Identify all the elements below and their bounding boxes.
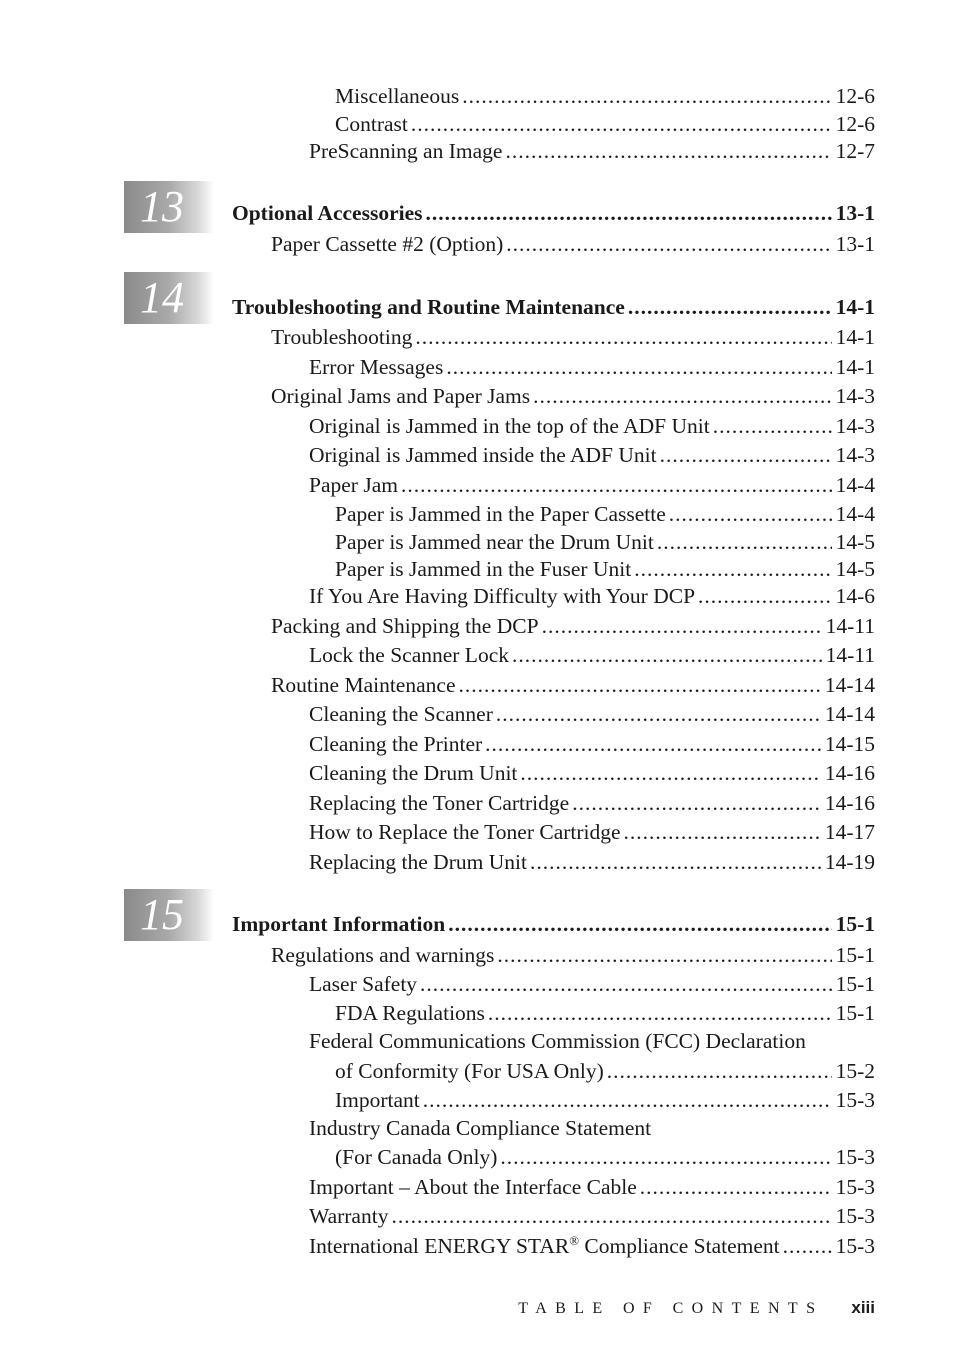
toc-entry-page: 14-4: [835, 473, 875, 497]
registered-mark: ®: [569, 1233, 580, 1248]
leader-dots: [533, 383, 831, 409]
chapter-15-tab: [124, 889, 214, 941]
toc-entry-page: 15-3: [835, 1088, 875, 1112]
leader-dots: [542, 613, 822, 639]
toc-entry-title: Important: [335, 1088, 420, 1112]
toc-entry-jammed-top-adf[interactable]: [309, 413, 875, 439]
toc-entry-title: Original is Jammed inside the ADF Unit: [309, 443, 657, 467]
toc-entry-title: Paper Jam: [309, 473, 398, 497]
toc-entry-title: Packing and Shipping the DCP: [271, 614, 539, 638]
toc-entry-page: 15-2: [835, 1059, 875, 1083]
toc-entry-title: Replacing the Toner Cartridge: [309, 791, 570, 815]
toc-entry-title: PreScanning an Image: [309, 139, 503, 163]
leader-dots: [640, 1174, 832, 1200]
chapter-number: 13: [140, 182, 184, 231]
toc-entry-replacing-drum[interactable]: [309, 849, 875, 875]
toc-entry-title: Paper is Jammed near the Drum Unit: [335, 530, 654, 554]
leader-dots: [530, 849, 821, 875]
leader-dots: [426, 200, 832, 226]
toc-entry-jammed-drum-unit[interactable]: [335, 529, 875, 555]
leader-dots: [446, 354, 831, 380]
toc-entry-title: Important Information: [232, 912, 446, 936]
toc-entry-title: Regulations and warnings: [271, 943, 495, 967]
toc-entry-page: 12-7: [835, 139, 875, 163]
leader-dots: [505, 138, 831, 164]
toc-chapter-optional-accessories[interactable]: [232, 200, 875, 226]
toc-entry-page: 14-1: [835, 355, 875, 379]
toc-entry-original-jams[interactable]: [271, 383, 875, 409]
toc-entry-scanner-lock[interactable]: [309, 642, 875, 668]
toc-entry-routine-maintenance[interactable]: [271, 672, 875, 698]
toc-entry-title: Paper Cassette #2 (Option): [271, 232, 504, 256]
toc-entry-title: (For Canada Only): [335, 1145, 498, 1169]
chapter-14-tab: [124, 272, 214, 324]
toc-entry-page: 14-3: [835, 443, 875, 467]
toc-entry-page: 15-3: [835, 1204, 875, 1228]
leader-dots: [415, 324, 831, 350]
toc-entry-page: 14-5: [835, 530, 875, 554]
toc-entry-page: 14-19: [824, 850, 875, 874]
toc-entry-title: Cleaning the Drum Unit: [309, 761, 518, 785]
leader-dots: [607, 1058, 832, 1084]
toc-entry-important[interactable]: [335, 1087, 875, 1113]
toc-entry-warranty[interactable]: [309, 1203, 875, 1229]
leader-dots: [624, 819, 821, 845]
toc-entry-page: 14-1: [835, 295, 875, 319]
toc-entry-title: Laser Safety: [309, 972, 418, 996]
footer-label: TABLE OF CONTENTS: [518, 1300, 824, 1317]
toc-entry-fcc-declaration-line1[interactable]: [309, 1028, 875, 1054]
toc-entry-difficulty-dcp[interactable]: [309, 583, 875, 609]
toc-entry-page: 14-6: [835, 584, 875, 608]
toc-entry-title: Federal Communications Commission (FCC) Declaration: [309, 1029, 806, 1053]
toc-entry-title: Replacing the Drum Unit: [309, 850, 527, 874]
toc-entry-page: 15-1: [835, 943, 875, 967]
toc-entry-page: 14-14: [824, 673, 875, 697]
toc-entry-troubleshooting[interactable]: [271, 324, 875, 350]
toc-entry-page: 14-3: [835, 414, 875, 438]
toc-entry-contrast[interactable]: [335, 111, 875, 137]
leader-dots: [512, 642, 822, 668]
toc-entry-industry-canada-line2[interactable]: [335, 1144, 875, 1170]
toc-entry-interface-cable[interactable]: [309, 1174, 875, 1200]
toc-entry-replacing-toner[interactable]: [309, 790, 875, 816]
footer-page-number: xiii: [851, 1298, 875, 1317]
toc-entry-title: Cleaning the Printer: [309, 732, 483, 756]
toc-entry-page: 14-11: [825, 643, 875, 667]
leader-dots: [462, 83, 831, 109]
leader-dots: [698, 583, 832, 609]
toc-entry-title: Lock the Scanner Lock: [309, 643, 509, 667]
toc-entry-cleaning-printer[interactable]: [309, 731, 875, 757]
chapter-13-tab: [124, 181, 214, 233]
toc-entry-jammed-inside-adf[interactable]: [309, 442, 875, 468]
toc-entry-industry-canada-line1[interactable]: [309, 1115, 875, 1141]
leader-dots: [485, 731, 821, 757]
toc-entry-cleaning-scanner[interactable]: [309, 701, 875, 727]
toc-entry-page: 12-6: [835, 84, 875, 108]
toc-entry-page: 14-5: [835, 557, 875, 581]
toc-entry-title: Cleaning the Scanner: [309, 702, 493, 726]
leader-dots: [660, 442, 832, 468]
leader-dots: [401, 472, 832, 498]
toc-entry-miscellaneous[interactable]: [335, 83, 875, 109]
toc-entry-title: Error Messages: [309, 355, 444, 379]
toc-entry-title: Paper is Jammed in the Fuser Unit: [335, 557, 632, 581]
leader-dots: [497, 942, 831, 968]
toc-entry-title: Miscellaneous: [335, 84, 460, 108]
toc-entry-title: If You Are Having Difficulty with Your DCP: [309, 584, 696, 608]
leader-dots: [423, 1087, 832, 1113]
toc-entry-page: 15-3: [835, 1145, 875, 1169]
toc-entry-title: [309, 1233, 780, 1259]
toc-entry-page: 14-14: [824, 702, 875, 726]
toc-entry-page: 14-15: [824, 732, 875, 756]
toc-entry-laser-safety[interactable]: [309, 971, 875, 997]
toc-entry-title: of Conformity (For USA Only): [335, 1059, 604, 1083]
toc-entry-page: 13-1: [835, 201, 875, 225]
toc-entry-title: Important – About the Interface Cable: [309, 1175, 637, 1199]
toc-entry-jammed-paper-cassette[interactable]: [335, 501, 875, 527]
toc-entry-title: Routine Maintenance: [271, 673, 456, 697]
toc-entry-page: 15-1: [835, 1001, 875, 1025]
toc-entry-page: 14-16: [824, 791, 875, 815]
leader-dots: [669, 501, 832, 527]
leader-dots: [496, 701, 821, 727]
toc-entry-page: 15-1: [835, 972, 875, 996]
chapter-number: 15: [140, 890, 184, 939]
toc-entry-page: 14-11: [825, 614, 875, 638]
leader-dots: [458, 672, 820, 698]
leader-dots: [657, 529, 832, 555]
toc-entry-page: 15-3: [835, 1234, 875, 1258]
leader-dots: [713, 413, 832, 439]
page-footer: [518, 1298, 875, 1318]
toc-entry-title-part: Compliance Statement: [579, 1234, 780, 1258]
leader-dots: [411, 111, 832, 137]
toc-entry-title: Original Jams and Paper Jams: [271, 384, 531, 408]
leader-dots: [500, 1144, 831, 1170]
toc-entry-page: 14-17: [824, 820, 875, 844]
toc-entry-title: Warranty: [309, 1204, 389, 1228]
leader-dots: [634, 556, 831, 582]
toc-entry-title: Industry Canada Compliance Statement: [309, 1116, 652, 1140]
toc-chapter-important-information[interactable]: [232, 911, 875, 937]
toc-entry-fcc-declaration-line2[interactable]: [335, 1058, 875, 1084]
toc-entry-paper-cassette[interactable]: [271, 231, 875, 257]
toc-entry-packing-shipping[interactable]: [271, 613, 875, 639]
toc-entry-page: 14-3: [835, 384, 875, 408]
leader-dots: [448, 911, 831, 937]
toc-entry-title: Paper is Jammed in the Paper Cassette: [335, 502, 666, 526]
leader-dots: [520, 760, 820, 786]
leader-dots: [420, 971, 832, 997]
toc-entry-title: Troubleshooting and Routine Maintenance: [232, 295, 625, 319]
chapter-number: 14: [140, 273, 184, 322]
toc-entry-title: FDA Regulations: [335, 1001, 485, 1025]
toc-entry-prescanning[interactable]: [309, 138, 875, 164]
toc-entry-title: Original is Jammed in the top of the ADF Unit: [309, 414, 710, 438]
toc-entry-page: 15-1: [835, 912, 875, 936]
toc-entry-page: 14-16: [824, 761, 875, 785]
toc-entry-page: 14-1: [835, 325, 875, 349]
leader-dots: [572, 790, 821, 816]
toc-entry-page: 15-3: [835, 1175, 875, 1199]
toc-entry-page: 12-6: [835, 112, 875, 136]
leader-dots: [628, 294, 832, 320]
leader-dots: [391, 1203, 831, 1229]
toc-entry-jammed-fuser-unit[interactable]: [335, 556, 875, 582]
toc-entry-error-messages[interactable]: [309, 354, 875, 380]
toc-entry-cleaning-drum[interactable]: [309, 760, 875, 786]
toc-entry-fda-regulations[interactable]: [335, 1000, 875, 1026]
toc-entry-how-replace-toner[interactable]: [309, 819, 875, 845]
toc-entry-title-part: International ENERGY STAR: [309, 1234, 570, 1258]
toc-entry-title: Troubleshooting: [271, 325, 413, 349]
leader-dots: [488, 1000, 832, 1026]
leader-dots: [783, 1233, 832, 1259]
toc-entry-page: 13-1: [835, 232, 875, 256]
toc-entry-regulations[interactable]: [271, 942, 875, 968]
toc-chapter-troubleshooting[interactable]: [232, 294, 875, 320]
leader-dots: [506, 231, 831, 257]
toc-entry-paper-jam[interactable]: [309, 472, 875, 498]
toc-entry-title: Optional Accessories: [232, 201, 423, 225]
toc-entry-title: Contrast: [335, 112, 408, 136]
toc-entry-title: How to Replace the Toner Cartridge: [309, 820, 621, 844]
toc-entry-energy-star[interactable]: [309, 1233, 875, 1259]
toc-entry-page: 14-4: [835, 502, 875, 526]
